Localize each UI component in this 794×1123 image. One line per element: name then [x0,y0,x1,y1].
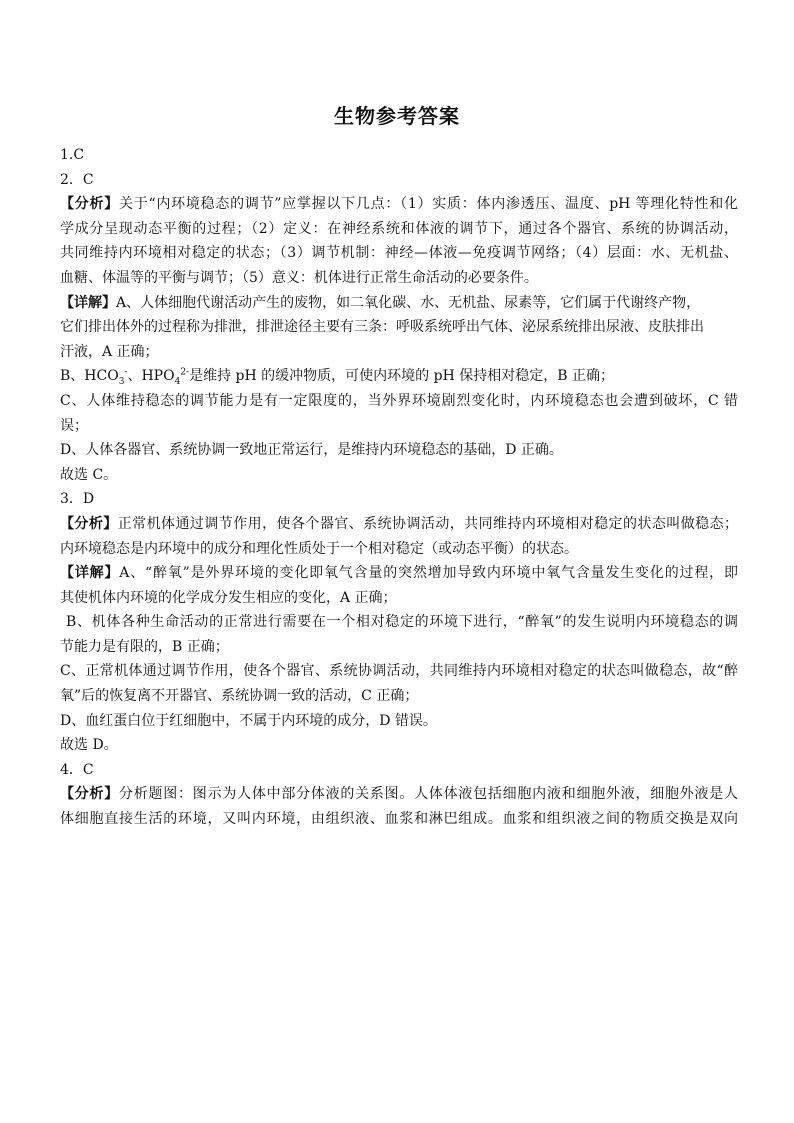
section-tag: 【分析】 [60,786,120,803]
line-text: 故选 D。 [60,737,118,754]
text-line [60,192,738,217]
formula-part: 是维持 pH 的缓冲物质，可使内环境的 pH 保持相对稳定，B 正确； [189,368,614,385]
text-line [60,684,738,709]
line-text: D、人体各器官、系统协调一致地正常运行，是维持内环境稳态的基础，D 正确。 [60,442,563,459]
text-line [60,340,738,365]
text-line [60,659,738,684]
line-text: 氧”后的恢复离不开器官、系统协调一致的活动，C 正确； [60,688,419,705]
formula-part: 2- [180,367,190,378]
line-text: 其使机体内环境的化学成分发生相应的变化，A 正确； [60,589,397,606]
text-line [60,807,738,832]
text-line [60,364,738,389]
line-text: 2．C [60,171,94,188]
formula-part: 3 [118,377,125,388]
text-line [60,241,738,266]
text-line [60,487,738,512]
line-text: A、“醉氧”是外界环境的变化即氧气含量的突然增加导致内环境中氧气含量发生变化的过程，即 [119,565,738,582]
text-line [60,143,738,168]
formula-part: 4 [174,377,181,388]
line-text: A、人体细胞代谢活动产生的废物，如二氧化碳、水、无机盐、尿素等，它们属于代谢终产物， [116,294,701,311]
text-line [60,758,738,783]
line-text: 共同维持内环境相对稳定的状态；（3）调节机制：神经—体液—免疫调节网络；（4）层面：水、无机盐、 [60,245,738,262]
line-text: D、血红蛋白位于红细胞中，不属于内环境的成分，D 错误。 [60,712,437,729]
line-text: 血糖、体温等的平衡与调节；（5）意义：机体进行正常生命活动的必要条件。 [60,269,538,286]
text-line [60,291,738,316]
formula-part: - [124,367,128,378]
line-text: C、人体维持稳态的调节能力是有一定限度的，当外界环境剧烈变化时，内环境稳态也会遭到破坏，C 错 [60,392,738,409]
line-text: 4．C [60,761,94,778]
text-line [60,610,738,635]
text-line [60,733,738,758]
section-tag: 【分析】 [60,515,118,532]
text-line [60,217,738,242]
section-tag: 【分析】 [60,196,119,213]
text-line [60,512,738,537]
line-text: 关于“内环境稳态的调节”应掌握以下几点：（1）实质：体内渗透压、温度、pH 等理化特性和化 [118,196,738,213]
line-text: 故选 C。 [60,466,118,483]
formula-part: 、HPO [127,368,175,385]
section-tag: 【详解】 [60,294,116,311]
text-line [60,635,738,660]
text-line [60,537,738,562]
text-line [60,561,738,586]
line-text: 汗液，A 正确； [60,343,159,360]
text-line [60,463,738,488]
line-text: B、机体各种生命活动的正常进行需要在一个相对稳定的环境下进行，“醉氧”的发生说明内环境稳态的调 [66,614,738,631]
line-text: 正常机体通过调节作用，使各个器官、系统协调活动，共同维持内环境相对稳定的状态叫做稳态； [117,515,738,532]
line-text: C、正常机体通过调节作用，使各个器官、系统协调活动，共同维持内环境相对稳定的状态叫做稳态，故“醉 [60,663,738,680]
section-tag: 【详解】 [60,565,120,582]
formula-part: B、HCO [60,368,119,385]
line-text: 节能力是有限的，B 正确； [60,638,229,655]
text-line [60,586,738,611]
text-line [60,438,738,463]
text-line [60,266,738,291]
text-line [60,315,738,340]
line-text: 内环境稳态是内环境中的成分和理化性质处于一个相对稳定（或动态平衡）的状态。 [60,540,578,557]
line-text: 3．D [60,491,95,508]
page-title: 生物参考答案 [334,104,460,128]
text-line [60,414,738,439]
text-line [60,389,738,414]
text-line [60,168,738,193]
line-text: 1.C [60,147,85,163]
answer-body [60,143,738,832]
line-text: 体细胞直接生活的环境，又叫内环境，由组织液、血浆和淋巴组成。血浆和组织液之间的物质交换是双向 [60,811,738,828]
line-text: 误； [60,417,88,434]
text-line [60,782,738,807]
line-text: 它们排出体外的过程称为排泄，排泄途径主要有三条：呼吸系统呼出气体、泌尿系统排出尿液、皮肤排出 [60,319,704,336]
line-text: 分析题图：图示为人体中部分体液的关系图。人体体液包括细胞内液和细胞外液，细胞外液是人 [119,786,738,803]
text-line [60,709,738,734]
line-text: 学成分呈现动态平衡的过程；（2）定义：在神经系统和体液的调节下，通过各个器官、系统的协调活动， [60,220,738,237]
